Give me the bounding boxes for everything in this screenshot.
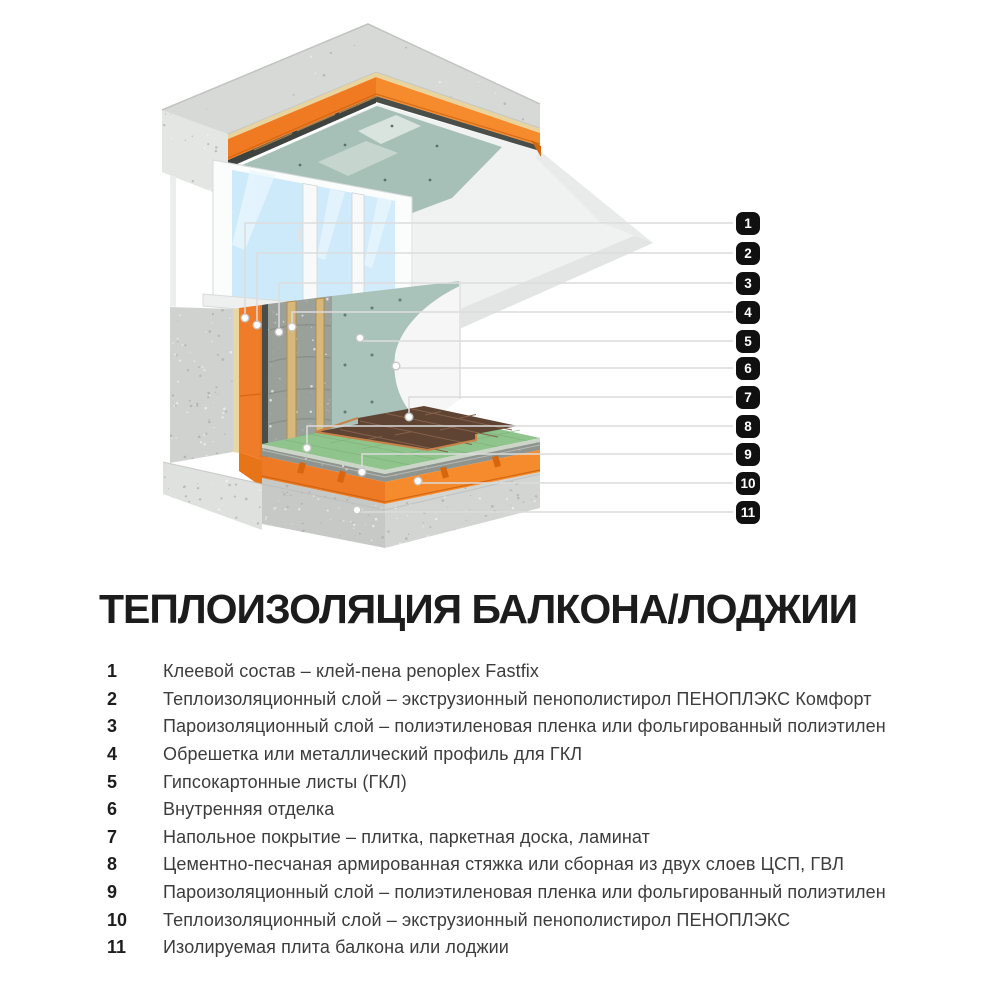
legend-item <box>107 906 947 934</box>
legend-item-number: 5 <box>107 771 118 792</box>
legend-item <box>107 713 947 741</box>
callout-marker-8: 8 <box>736 415 760 438</box>
window-left-jamb <box>170 175 176 307</box>
legend-item <box>107 824 947 852</box>
legend-item-number: 1 <box>107 661 118 682</box>
callout-marker-7: 7 <box>736 386 760 409</box>
wall-insulation <box>239 305 262 487</box>
legend-item-text: Напольное покрытие – плитка, паркетная доска, ламинат <box>163 826 650 847</box>
window-handle <box>298 228 302 242</box>
legend-item <box>107 741 947 769</box>
callout-marker-10: 10 <box>736 472 760 495</box>
legend-item-number: 7 <box>107 826 118 847</box>
wall-vapor-foil-edge <box>262 304 268 460</box>
wall-glue-layer <box>233 308 239 453</box>
callout-marker-4: 4 <box>736 301 760 324</box>
legend-list <box>107 658 947 962</box>
legend-item-text: Теплоизоляционный слой – экструзионный пенополистирол ПЕНОПЛЭКС Комфорт <box>163 688 872 709</box>
legend-item-text: Пароизоляционный слой – полиэтиленовая пленка или фольгированный полиэтилен <box>163 716 886 737</box>
callout-marker-6: 6 <box>736 357 760 380</box>
legend-item <box>107 796 947 824</box>
legend-item-text: Цементно-песчаная армированная стяжка или сборная из двух слоев ЦСП, ГВЛ <box>163 854 845 875</box>
legend-item-number: 8 <box>107 854 118 875</box>
legend-item-number: 4 <box>107 744 118 765</box>
legend-item-text: Обрешетка или металлический профиль для ГКЛ <box>163 744 583 765</box>
legend-item <box>107 934 947 962</box>
legend-item <box>107 686 947 714</box>
legend-item <box>107 851 947 879</box>
legend-item <box>107 879 947 907</box>
callout-marker-1: 1 <box>736 212 760 235</box>
legend-item-text: Изолируемая плита балкона или лоджии <box>163 937 509 958</box>
legend-item-text: Пароизоляционный слой – полиэтиленовая пленка или фольгированный полиэтилен <box>163 882 886 903</box>
legend-item-number: 6 <box>107 799 118 820</box>
legend-item-number: 2 <box>107 688 118 709</box>
legend-item-number: 9 <box>107 882 118 903</box>
wall-outer-concrete <box>170 307 233 463</box>
callout-marker-3: 3 <box>736 272 760 295</box>
callout-marker-5: 5 <box>736 330 760 353</box>
legend-item-text: Гипсокартонные листы (ГКЛ) <box>163 771 407 792</box>
legend-item-number: 11 <box>107 937 127 958</box>
legend-item-number: 10 <box>107 909 128 930</box>
callout-marker-9: 9 <box>736 443 760 466</box>
legend-item-text: Внутренняя отделка <box>163 799 335 820</box>
callout-marker-2: 2 <box>736 242 760 265</box>
legend-item-number: 3 <box>107 716 118 737</box>
legend-item-text: Теплоизоляционный слой – экструзионный пенополистирол ПЕНОПЛЭКС <box>163 909 791 930</box>
legend-item <box>107 658 947 686</box>
page-title: ТЕПЛОИЗОЛЯЦИЯ БАЛКОНА/ЛОДЖИИ <box>99 586 858 632</box>
legend-item-text: Клеевой состав – клей-пена penoplex Fastfix <box>163 661 539 682</box>
callout-marker-11: 11 <box>736 501 760 524</box>
legend-item <box>107 768 947 796</box>
